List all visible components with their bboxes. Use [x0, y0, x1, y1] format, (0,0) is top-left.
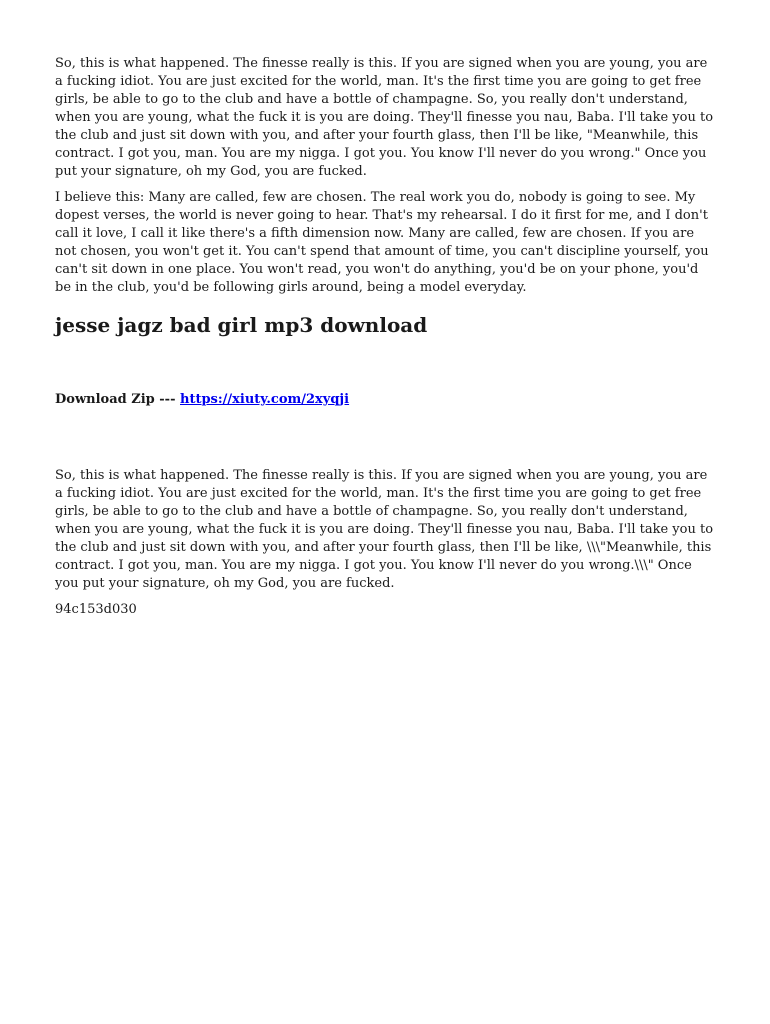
intro-paragraph: So, this is what happened. The finesse really is this. If you are signed when you are young, you are a fucking idiot. You are just excited for the world, man. It's the first time you are going to get free girls, be able to go to the club and have a bottle of champagne. So, you really don't understand, when you are young, what the fuck it is you are doing. They'll finesse you nau, Baba. I'll take you to the club and just sit down with you, and after your fourth glass, then I'll be like, "Meanwhile, this contract. I got you, man. You are my nigga. I got you. You know I'll never do you wrong." Once you put your signature, oh my God, you are fucked.	[55, 56, 714, 179]
footer-code: 94c153d030	[55, 602, 137, 617]
download-label: Download Zip ---	[55, 392, 176, 407]
belief-paragraph: I believe this: Many are called, few are chosen. The real work you do, nobody is going to see. My dopest verses, the world is never going to hear. That's my rehearsal. I do it first for me, and I don't call it love, I call it like there's a fifth dimension now. Many are called, few are chosen. If you are not chosen, you won't get it. You can't spend that amount of time, you can't discipline yourself, you can't sit down in one place. You won't read, you won't do anything, you'd be on your phone, you'd be in the club, you'd be following girls around, being a model everyday.	[55, 190, 709, 295]
document-page	[55, 55, 715, 619]
download-link[interactable]: https://xiuty.com/2xyqji	[180, 392, 350, 407]
download-line	[55, 391, 715, 409]
page-title: jesse jagz bad girl mp3 download	[55, 313, 428, 337]
repeated-paragraph: So, this is what happened. The finesse really is this. If you are signed when you are young, you are a fucking idiot. You are just excited for the world, man. It's the first time you are going to get free girls, be able to go to the club and have a bottle of champagne. So, you really don't understand, when you are young, what the fuck it is you are doing. They'll finesse you nau, Baba. I'll take you to the club and just sit down with you, and after your fourth glass, then I'll be like, \\\"Meanwhile, this contract. I got you, man. You are my nigga. I got you. You know I'll never do you wrong.\\\" Once you put your signature, oh my God, you are fucked.	[55, 468, 714, 591]
